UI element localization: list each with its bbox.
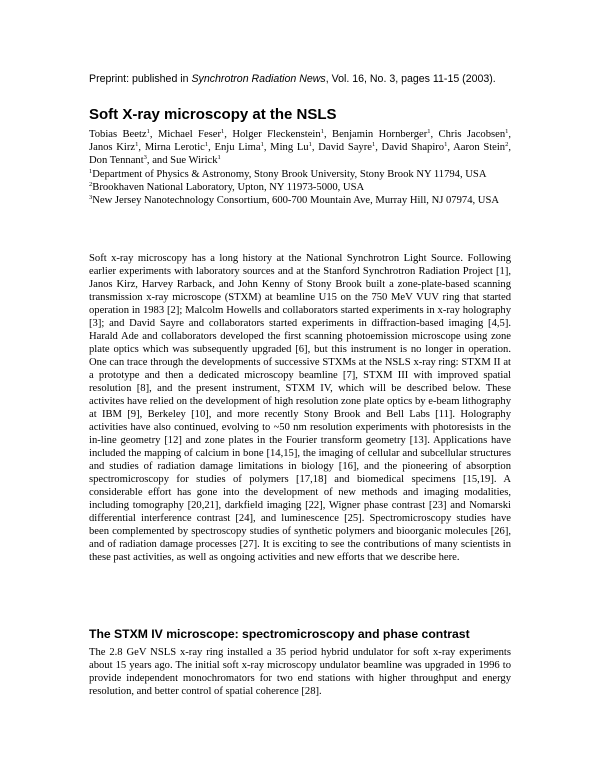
author-separator: , — [323, 129, 332, 140]
affiliation-marker: 1 — [217, 154, 221, 162]
affiliation — [89, 168, 511, 181]
affiliation-number: 1 — [89, 167, 93, 175]
affiliation-marker: 2 — [505, 141, 509, 149]
author-name: Chris Jacobsen — [438, 129, 506, 140]
author-name: Mirna Lerotic — [144, 142, 205, 154]
journal-name: Synchrotron Radiation News — [191, 73, 326, 85]
preprint-note — [89, 73, 519, 87]
affiliation-text: New Jersey Nanotechnology Consortium, 600-700 Mountain Ave, Murray Hill, NJ 07974, USA — [92, 195, 499, 207]
affiliation-marker: 1 — [371, 141, 376, 149]
affiliation-marker: 1 — [221, 128, 225, 135]
section-heading: The STXM IV microscope: spectromicroscopy and phase contrast — [89, 627, 470, 641]
affiliation-marker: 3 — [143, 154, 147, 162]
author-separator: , — [430, 129, 439, 140]
author-separator: , — [149, 129, 158, 140]
author-name: David Sayre — [318, 142, 372, 154]
author-list — [89, 128, 511, 168]
author-name: Michael Feser — [157, 129, 221, 140]
affiliation-number: 3 — [89, 194, 93, 202]
preprint-prefix: Preprint: published in — [89, 73, 192, 85]
author-separator: , — [263, 142, 271, 154]
author-name: Don Tennant — [89, 155, 144, 167]
affiliation-marker: 1 — [204, 141, 209, 149]
author-separator: , — [375, 142, 382, 154]
author-separator: , — [447, 142, 454, 154]
author-name: Holger Fleckenstein — [232, 129, 321, 140]
paper-title: Soft X-ray microscopy at the NSLS — [89, 106, 337, 123]
affiliation-marker: 1 — [146, 128, 150, 135]
author-name: Janos Kirz — [89, 142, 136, 154]
author-separator: , — [208, 142, 215, 154]
affiliation-marker: 1 — [260, 141, 264, 149]
author-name: Tobias Beetz — [89, 129, 147, 140]
author-name: Aaron Stein — [453, 142, 506, 154]
preprint-suffix: , Vol. 16, No. 3, pages 11-15 (2003). — [325, 73, 496, 85]
affiliation-marker: 1 — [320, 128, 324, 135]
author-separator: , and — [146, 155, 171, 167]
affiliation-marker: 1 — [505, 128, 509, 135]
body-paragraph: Soft x-ray microscopy has a long history at the National Synchrotron Light Source. Following earlier experiments with laboratory sources and at the Stanford Synchrotron Radiation Project [1], Janos Kirz, Harvey Rarback, and John Kenny of Stony Brook built a zone-plate-based scanning transmission x-ray microscope (STXM) at beamline U15 on the 750 MeV VUV ring that started operation in 1983 [2]; Malcolm Howells and collaborators started experiments in x-ray holography [3]; and David Sayre and collaborators started experiments in diffraction-based imaging [4,5]. Harald Ade and collaborators developed the first scanning photoemission microscope using zone plate optics which was subsequently upgraded [6], but this instrument is no longer in operation. One can trace through the developments of successive STXMs at the NSLS x-ray ring: STXM II at a prototype and then a dedicated microscopy beamline [7], STXM III with improved spatial resolution [8], and the present instrument, STXM IV, which will be described below. These activites have relied on the development of high resolution zone plate optics by e-beam lithography at IBM [9], Berkeley [10], and more recently Stony Brook and Bell Labs [11]. Holography activities have also continued, evolving to ~50 nm resolution experiments with photoresists in the in-line geometry [12] and zone plates in the Fourier transform geometry [13]. Applications have included the mapping of calcium in bone [14,15], the imaging of cellular and subcellular structures and studies of radiation damage limitations in biology [16], and the pioneering of absorption spectromicroscopy for studies of polymers [17,18] and biomedical specimens [15,19]. A considerable effort has gone into the development of new methods and imaging modalities, including tomography [20,21], darkfield imaging [22], Wigner phase contrast [23] and Nomarski differential interference contrast [24], and luminescence [25]. Spectromicroscopy studies have been complemented by spectroscopy studies of synthetic polymers and bioorganic molecules [26], and of radiation damage processes [27]. It is exciting to see the contributions of many scientists in these past activities, as well as ongoing activities and new efforts that we describe here. — [89, 253, 511, 563]
affiliation-marker: 1 — [308, 141, 312, 149]
author-name: Sue Wirick — [170, 155, 218, 167]
introduction-text — [89, 252, 511, 564]
affiliation-number: 2 — [89, 180, 93, 188]
affiliation — [89, 194, 511, 207]
affiliation-marker: 1 — [427, 128, 431, 135]
affiliation-text: Department of Physics & Astronomy, Stony Brook University, Stony Brook NY 11794, USA — [92, 168, 487, 180]
author-name: Ming Lu — [270, 142, 309, 154]
author-separator: , — [508, 142, 512, 154]
affiliation-marker: 1 — [444, 141, 448, 149]
author-name: David Shapiro — [381, 142, 445, 154]
author-name: Benjamin Hornberger — [332, 129, 428, 140]
affiliation-marker: 1 — [135, 141, 139, 149]
affiliation — [89, 181, 511, 194]
author-separator: , — [508, 129, 512, 140]
author-name: Enju Lima — [214, 142, 261, 154]
author-block — [89, 128, 511, 207]
author-separator: , — [138, 142, 145, 154]
affiliation-text: Brookhaven National Laboratory, Upton, NY 11973-5000, USA — [92, 181, 365, 193]
author-separator: , — [224, 129, 233, 140]
author-separator: , — [311, 142, 319, 154]
affiliation-list — [89, 168, 511, 208]
section-text: The 2.8 GeV NSLS x-ray ring installed a 35 period hybrid undulator for soft x-ray experiments about 15 years ago. The initial soft x-ray microscopy undulator beamline was upgraded in 1996 to provide independent monochromators for two end stations with higher throughput and energy resolution, and better control of spatial coherence [28]. — [89, 647, 511, 697]
